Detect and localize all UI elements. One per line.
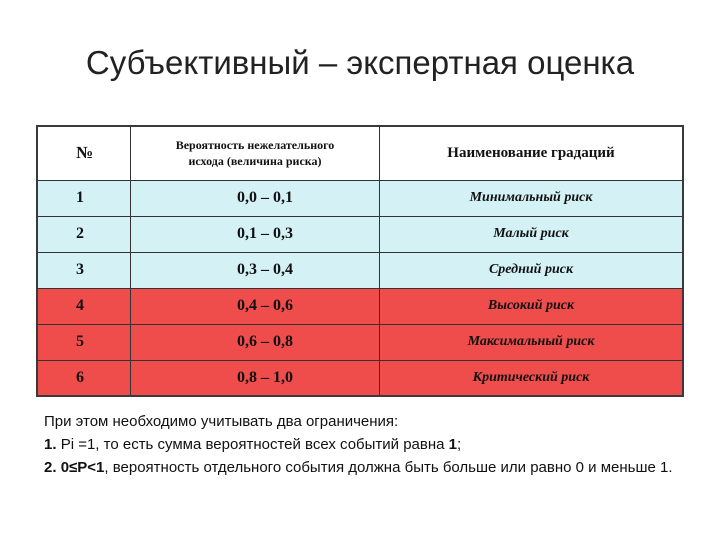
- table-row: [37, 288, 683, 324]
- constraint-1-end: ;: [457, 436, 462, 453]
- row-gradation-name: Средний риск: [380, 252, 684, 288]
- constraint-2: [44, 456, 684, 479]
- row-gradation-name: Малый риск: [380, 216, 684, 252]
- header-number: №: [37, 126, 131, 180]
- row-gradation-name: Критический риск: [380, 360, 684, 396]
- row-number: 2: [37, 216, 131, 252]
- constraint-2-number: 2.: [44, 459, 57, 476]
- constraint-1-number: 1.: [44, 436, 57, 453]
- row-number: 6: [37, 360, 131, 396]
- row-probability: 0,0 – 0,1: [131, 180, 380, 216]
- row-number: 4: [37, 288, 131, 324]
- table-row: [37, 252, 683, 288]
- risk-gradation-table: [36, 125, 684, 397]
- header-probability-line1: Вероятность нежелательного: [175, 138, 335, 153]
- constraint-2-text: , вероятность отдельного события должна быть больше или равно 0 и меньше 1.: [104, 459, 673, 476]
- row-gradation-name: Максимальный риск: [380, 324, 684, 360]
- table-row: [37, 180, 683, 216]
- constraint-1-value: 1: [448, 436, 457, 453]
- table-row: [37, 324, 683, 360]
- constraint-1-text: =1, то есть сумма вероятностей всех событий равна: [74, 436, 449, 453]
- constraints-notes: [44, 410, 684, 479]
- constraint-1: [44, 433, 684, 456]
- row-probability: 0,1 – 0,3: [131, 216, 380, 252]
- constraint-1-pi: Pi: [60, 436, 75, 453]
- row-probability: 0,3 – 0,4: [131, 252, 380, 288]
- table-header-row: [37, 126, 683, 180]
- table-row: [37, 360, 683, 396]
- row-probability: 0,4 – 0,6: [131, 288, 380, 324]
- row-number: 5: [37, 324, 131, 360]
- page-title: Субъективный – экспертная оценка: [85, 44, 635, 81]
- row-number: 3: [37, 252, 131, 288]
- row-probability: 0,6 – 0,8: [131, 324, 380, 360]
- notes-intro: При этом необходимо учитывать два ограничения:: [44, 413, 399, 430]
- row-probability: 0,8 – 1,0: [131, 360, 380, 396]
- row-number: 1: [37, 180, 131, 216]
- row-gradation-name: Высокий риск: [380, 288, 684, 324]
- header-probability: [131, 126, 380, 180]
- header-probability-line2: исхода (величина риска): [188, 154, 322, 169]
- header-gradation-name: Наименование градаций: [380, 126, 684, 180]
- row-gradation-name: Минимальный риск: [380, 180, 684, 216]
- table-row: [37, 216, 683, 252]
- constraint-2-condition: 0≤P<1: [60, 459, 105, 476]
